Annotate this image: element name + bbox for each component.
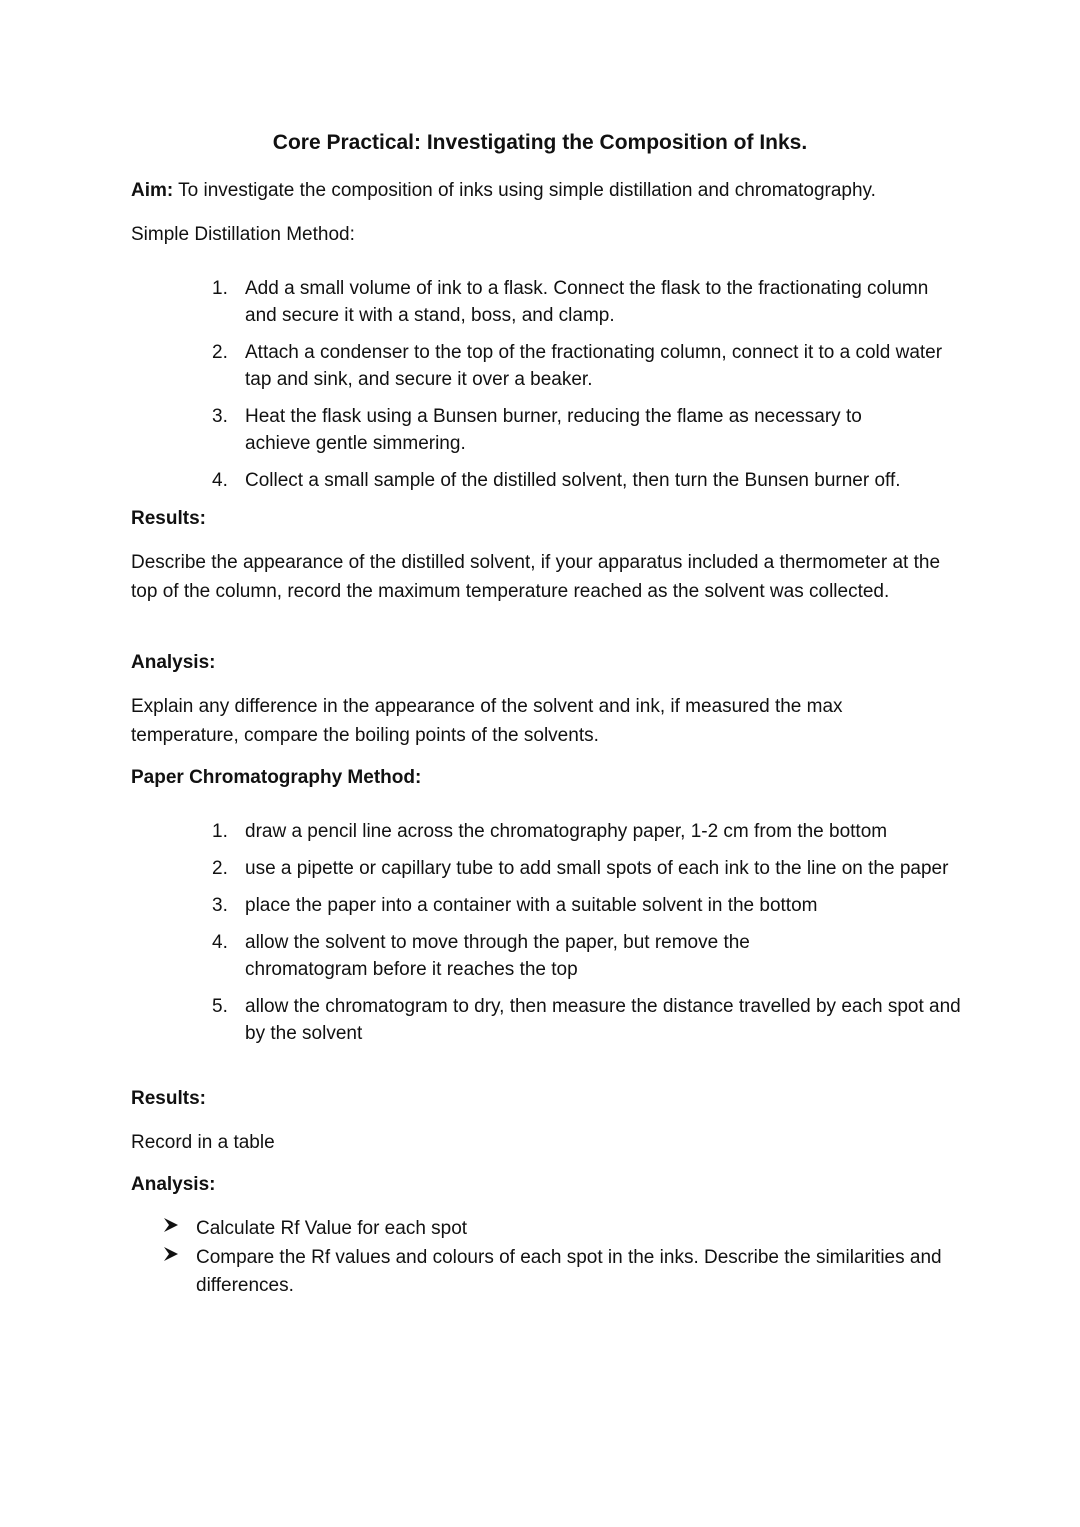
step-number: 1. [212,821,228,842]
distillation-results-heading: Results: [131,508,206,529]
step-number: 2. [212,858,228,879]
step-number: 3. [212,406,228,427]
distillation-heading: Simple Distillation Method: [131,224,355,245]
aim-text: To investigate the composition of inks using simple distillation and chromatography. [173,180,876,201]
list-item [163,1215,953,1244]
analysis-point-text: Calculate Rf Value for each spot [196,1218,468,1239]
step-text: allow the chromatogram to dry, then measure the distance travelled by each spot and by the solvent [245,996,961,1044]
page-title: Core Practical: Investigating the Composition of Inks. [272,131,808,154]
list-item [163,1244,953,1301]
list-item [212,467,985,494]
distillation-results-text: Describe the appearance of the distilled solvent, if your apparatus included a thermometer at the top of the column, record the maximum temperature reached as the solvent was collected. [131,552,941,602]
distillation-analysis-text: Explain any difference in the appearance of the solvent and ink, if measured the max temperature, compare the boiling points of the solvents. [131,696,843,746]
step-text: Add a small volume of ink to a flask. Connect the flask to the fractionating column and secure it with a stand, boss, and clamp. [245,278,929,326]
chromatography-results-heading: Results: [131,1088,206,1109]
distillation-analysis-heading: Analysis: [131,652,216,673]
step-text: Attach a condenser to the top of the fractionating column, connect it to a cold water tap and sink, and secure it over a beaker. [245,342,943,390]
step-text: draw a pencil line across the chromatography paper, 1-2 cm from the bottom [245,821,888,842]
list-item [212,339,945,393]
list-item [212,275,945,329]
step-number: 1. [212,278,228,299]
step-text: allow the solvent to move through the paper, but remove the chromatogram before it reaches the top [245,932,750,980]
step-text: Collect a small sample of the distilled solvent, then turn the Bunsen burner off. [245,470,901,491]
chromatography-results-text: Record in a table [131,1132,275,1153]
step-number: 3. [212,895,228,916]
analysis-point-text: Compare the Rf values and colours of each spot in the inks. Describe the similarities and differences. [196,1246,942,1296]
chromatography-heading: Paper Chromatography Method: [131,767,422,788]
list-item [212,929,805,983]
analysis-bullet-list [163,1215,953,1301]
list-item [212,855,970,882]
list-item [212,403,925,457]
step-text: use a pipette or capillary tube to add small spots of each ink to the line on the paper [245,858,949,879]
step-number: 2. [212,342,228,363]
step-number: 4. [212,470,228,491]
step-text: Heat the flask using a Bunsen burner, reducing the flame as necessary to achieve gentle simmering. [245,406,862,454]
step-number: 5. [212,996,228,1017]
arrowhead-bullet-icon [163,1244,179,1273]
aim-label: Aim: [131,180,174,201]
list-item [212,818,985,845]
aim-line [131,176,951,205]
chromatography-steps-list [212,818,961,1057]
list-item [212,993,970,1047]
step-text: place the paper into a container with a suitable solvent in the bottom [245,895,818,916]
step-number: 4. [212,932,228,953]
list-item [212,892,985,919]
distillation-steps-list [212,275,952,504]
arrowhead-bullet-icon [163,1215,179,1244]
chromatography-analysis-heading: Analysis: [131,1174,216,1195]
